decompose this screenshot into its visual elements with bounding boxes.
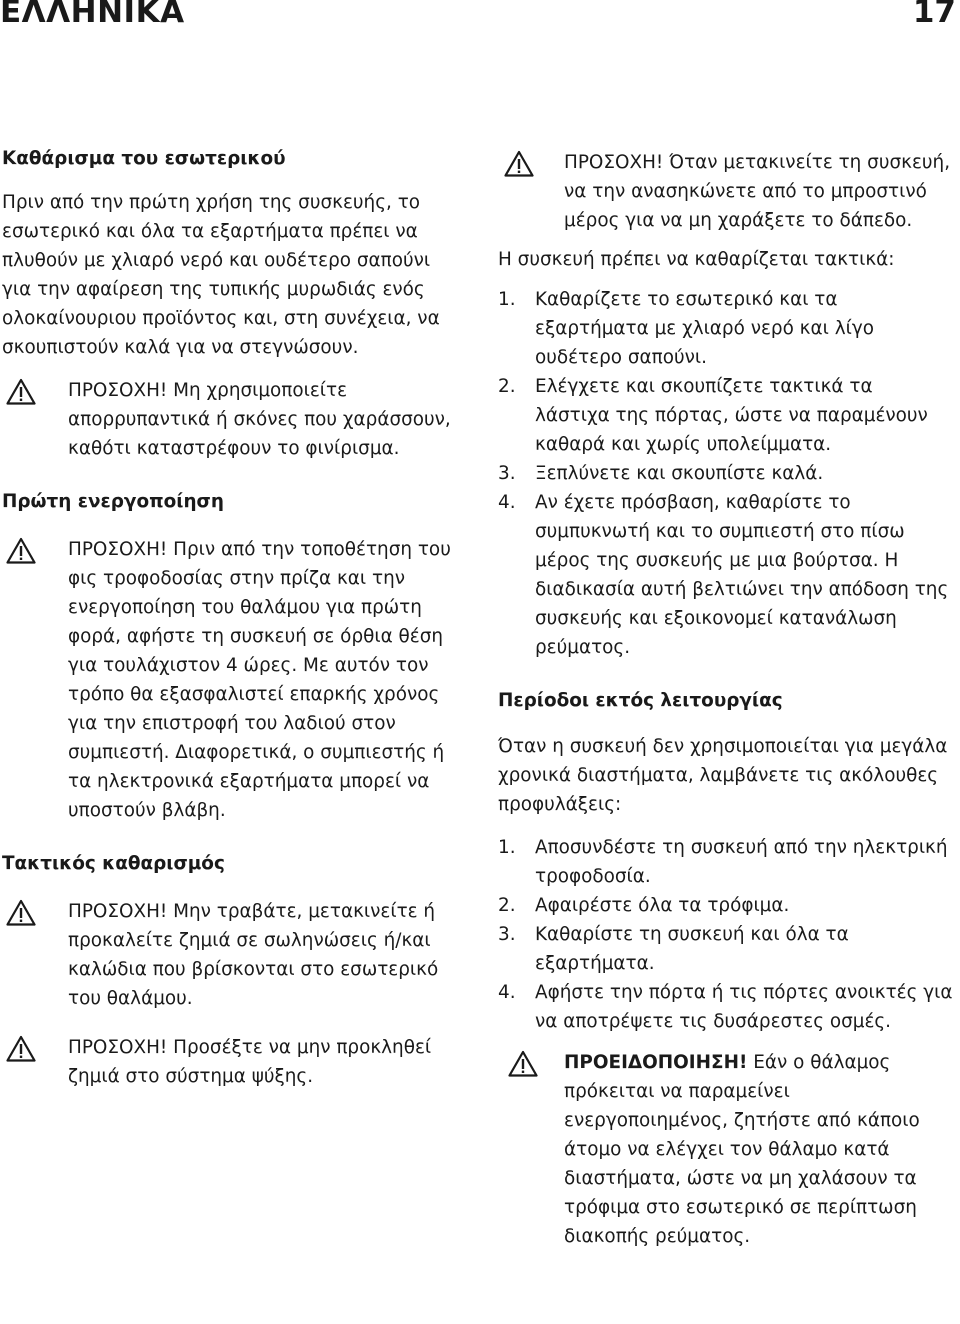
step-text: Ξεπλύνετε και σκουπίστε καλά. — [535, 463, 824, 484]
step-text: Αφήστε την πόρτα ή τις πόρτες ανοικτές για να αποτρέψετε τις δυσάρεστες οσμές. — [535, 982, 953, 1032]
step-number: 3. — [498, 463, 516, 484]
non-use-intro: Όταν η συσκευή δεν χρησιμοποιείται για μεγάλα χρονικά διαστήματα, λαμβάνετε τις ακόλουθες προφυλάξεις: — [498, 736, 948, 815]
list-item — [498, 978, 953, 1036]
first-use-heading: Πρώτη ενεργοποίηση — [2, 491, 224, 512]
regular-intro: Η συσκευή πρέπει να καθαρίζεται τακτικά: — [498, 249, 895, 270]
cleaning-text: Πριν από την πρώτη χρήση της συσκευής, το εσωτερικό και όλα τα εξαρτήματα πρέπει να πλυθούν με χλιαρό νερό και ουδέτερο σαπούνι για την αφαίρεση της τυπικής μυρωδιάς ενός ολοκαίνουριου προϊόντος και, στη συνέχεια, να σκουπιστούν καλά για να στεγνώσουν. — [2, 192, 440, 358]
page-number: 17 — [912, 0, 956, 30]
step-text: Καθαρίστε τη συσκευή και όλα τα εξαρτήματα. — [535, 924, 849, 974]
list-item — [498, 285, 953, 372]
caution-detergents — [2, 376, 462, 463]
step-number: 2. — [498, 376, 516, 397]
caution-title: ΠΡΟΣΟΧΗ! — [564, 152, 664, 173]
non-use-steps — [498, 833, 953, 1036]
list-item — [498, 372, 953, 459]
left-column — [2, 140, 462, 1091]
cleaning-heading: Καθάρισμα του εσωτερικού — [2, 148, 286, 169]
list-item — [498, 488, 953, 662]
step-number: 4. — [498, 492, 516, 513]
step-number: 2. — [498, 895, 516, 916]
step-number: 3. — [498, 924, 516, 945]
step-number: 1. — [498, 289, 516, 310]
warning-icon — [6, 899, 36, 926]
warning-icon — [6, 378, 36, 405]
caution-cooling — [2, 1033, 462, 1091]
step-number: 4. — [498, 982, 516, 1003]
regular-steps — [498, 285, 953, 662]
step-number: 1. — [498, 837, 516, 858]
caution-title: ΠΡΟΣΟΧΗ! — [68, 539, 168, 560]
caution-pipes — [2, 897, 462, 1013]
right-column — [498, 140, 953, 1251]
warning-icon — [6, 537, 36, 564]
caution-moving — [498, 148, 953, 235]
caution-text: Όταν μετακινείτε τη συσκευή, να την ανασηκώνετε από το μπροστινό μέρος για να μη χαράξετε το δάπεδο. — [564, 152, 951, 231]
step-text: Καθαρίζετε το εσωτερικό και τα εξαρτήματα με χλιαρό νερό και λίγο ουδέτερο σαπούνι. — [535, 289, 874, 368]
caution-text: Μη χρησιμοποιείτε απορρυπαντικά ή σκόνες που χαράσσουν, καθότι καταστρέφουν το φινίρισμα. — [68, 380, 451, 459]
caution-text: Πριν από την τοποθέτηση του φις τροφοδοσίας στην πρίζα και την ενεργοποίηση του θαλάμου για πρώτη φορά, αφήστε τη συσκευή σε όρθια θέση για τουλάχιστον 4 ώρες. Με αυτόν τον τρόπο θα εξασφαλιστεί επαρκής χρόνος για την επιστροφή του λαδιού στον συμπιεστή. Διαφορετικά, ο συμπιεστής ή τα ηλεκτρονικά εξαρτήματα μπορεί να υποστούν βλάβη. — [68, 539, 451, 821]
list-item — [498, 459, 953, 488]
warning-title: ΠΡΟΕΙΔΟΠΟΙΗΣΗ! — [564, 1052, 748, 1073]
language-header: ΕΛΛΗΝΙΚΑ — [0, 0, 185, 30]
warning-icon — [504, 150, 534, 177]
step-text: Αν έχετε πρόσβαση, καθαρίστε το συμπυκνωτή και το συμπιεστή στο πίσω μέρος της συσκευής με μια βούρτσα. Η διαδικασία αυτή βελτιώνει την απόδοση της συσκευής και εξοικονομεί κατανάλωση ρεύματος. — [535, 492, 949, 658]
step-text: Ελέγχετε και σκουπίζετε τακτικά τα λάστιχα της πόρτας, ώστε να παραμένουν καθαρά και χωρίς υπολείμματα. — [535, 376, 928, 455]
caution-text: Μην τραβάτε, μετακινείτε ή προκαλείτε ζημιά σε σωληνώσεις ή/και καλώδια που βρίσκονται στο εσωτερικό του θαλάμου. — [68, 901, 439, 1009]
caution-title: ΠΡΟΣΟΧΗ! — [68, 380, 168, 401]
caution-title: ΠΡΟΣΟΧΗ! — [68, 1037, 168, 1058]
list-item — [498, 891, 953, 920]
caution-first-use — [2, 535, 462, 825]
step-text: Αποσυνδέστε τη συσκευή από την ηλεκτρική τροφοδοσία. — [535, 837, 948, 887]
caution-text: Προσέξτε να μην προκληθεί ζημιά στο σύστημα ψύξης. — [68, 1037, 432, 1087]
warning-icon — [6, 1035, 36, 1062]
non-use-heading: Περίοδοι εκτός λειτουργίας — [498, 690, 783, 711]
warning-power-failure — [498, 1048, 953, 1251]
caution-title: ΠΡΟΣΟΧΗ! — [68, 901, 168, 922]
warning-text: Εάν ο θάλαμος πρόκειται να παραμείνει ενεργοποιημένος, ζητήστε από κάποιο άτομο να ελέγχει τον θάλαμο κατά διαστήματα, ώστε να μη χαλάσουν τα τρόφιμα στο εσωτερικό σε περίπτωση διακοπής ρεύματος. — [564, 1052, 920, 1247]
regular-cleaning-heading: Τακτικός καθαρισμός — [2, 853, 225, 874]
warning-icon — [508, 1050, 538, 1077]
step-text: Αφαιρέστε όλα τα τρόφιμα. — [535, 895, 790, 916]
list-item — [498, 920, 953, 978]
list-item — [498, 833, 953, 891]
